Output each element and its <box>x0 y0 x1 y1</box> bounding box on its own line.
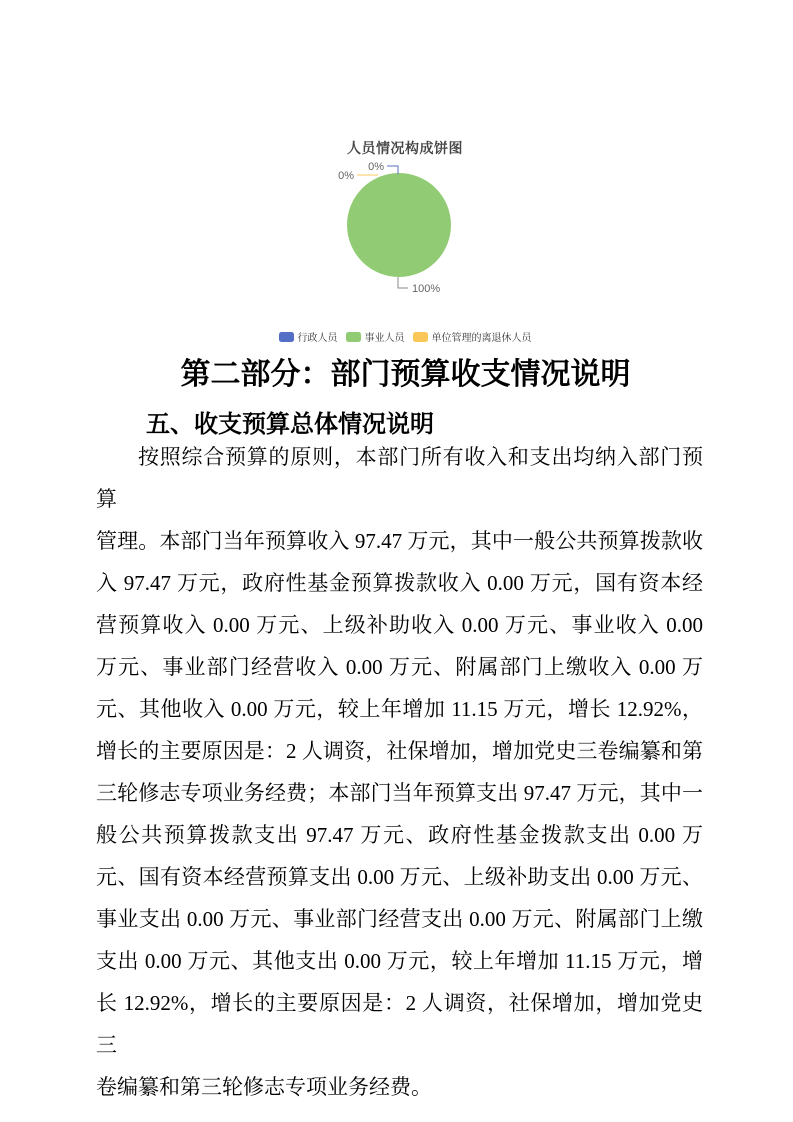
pie-chart-canvas <box>280 158 530 298</box>
paragraph-line: 元、其他收入 0.00 万元，较上年增加 11.15 万元，增长 12.92%， <box>96 697 703 721</box>
paragraph-line: 增长的主要原因是：2 人调资，社保增加，增加党史三卷编纂和第 <box>96 739 703 763</box>
pie-label-retiree-staff: 0% <box>338 170 354 182</box>
legend-label-career-staff: 事业人员 <box>364 333 405 344</box>
paragraph-line: 事业支出 0.00 万元、事业部门经营支出 0.00 万元、附属部门上缴 <box>96 907 703 931</box>
pie-label-admin-staff: 0% <box>368 161 384 173</box>
legend-item-admin-staff <box>279 329 338 344</box>
legend-item-retiree-staff <box>413 329 532 344</box>
section-heading: 五、收支预算总体情况说明 <box>146 411 434 438</box>
chart-title: 人员情况构成饼图 <box>347 140 463 156</box>
legend-label-admin-staff: 行政人员 <box>297 333 338 344</box>
legend-label-retiree-staff: 单位管理的离退休人员 <box>431 333 532 344</box>
paragraph-line: 元、国有资本经营预算支出 0.00 万元、上级补助支出 0.00 万元、 <box>96 865 703 889</box>
paragraph-line: 长 12.92%，增长的主要原因是：2 人调资，社保增加，增加党史三 <box>96 991 703 1057</box>
paragraph-line: 入 97.47 万元，政府性基金预算拨款收入 0.00 万元，国有资本经 <box>96 571 703 595</box>
legend-item-career-staff <box>346 329 405 344</box>
paragraph-line: 支出 0.00 万元、其他支出 0.00 万元，较上年增加 11.15 万元，增 <box>96 949 704 973</box>
paragraph-line: 管理。本部门当年预算收入 97.47 万元，其中一般公共预算拨款收 <box>96 529 703 553</box>
personnel-pie-chart <box>280 139 530 344</box>
paragraph-line: 三轮修志专项业务经费；本部门当年预算支出 97.47 万元，其中一 <box>96 781 703 805</box>
paragraph-line: 般公共预算拨款支出 97.47 万元、政府性基金拨款支出 0.00 万 <box>96 823 703 847</box>
label-line-admin-staff <box>387 166 398 174</box>
legend-swatch-career-staff <box>346 332 361 342</box>
paragraph-line: 万元、事业部门经营收入 0.00 万元、附属部门上缴收入 0.00 万 <box>96 655 703 679</box>
chart-legend <box>280 329 530 344</box>
pie-slice-career-staff <box>347 173 451 277</box>
part-heading: 第二部分：部门预算收支情况说明 <box>180 358 631 391</box>
paragraph-line: 卷编纂和第三轮修志专项业务经费。 <box>96 1075 432 1099</box>
paragraph-line: 营预算收入 0.00 万元、上级补助收入 0.00 万元、事业收入 0.00 <box>96 613 703 637</box>
legend-swatch-admin-staff <box>279 332 294 342</box>
label-line-career-staff <box>398 277 408 288</box>
legend-swatch-retiree-staff <box>413 332 428 342</box>
pie-label-career-staff: 100% <box>412 283 441 295</box>
paragraph-line: 按照综合预算的原则，本部门所有收入和支出均纳入部门预算 <box>96 445 703 511</box>
budget-overview-paragraph <box>96 436 703 1108</box>
